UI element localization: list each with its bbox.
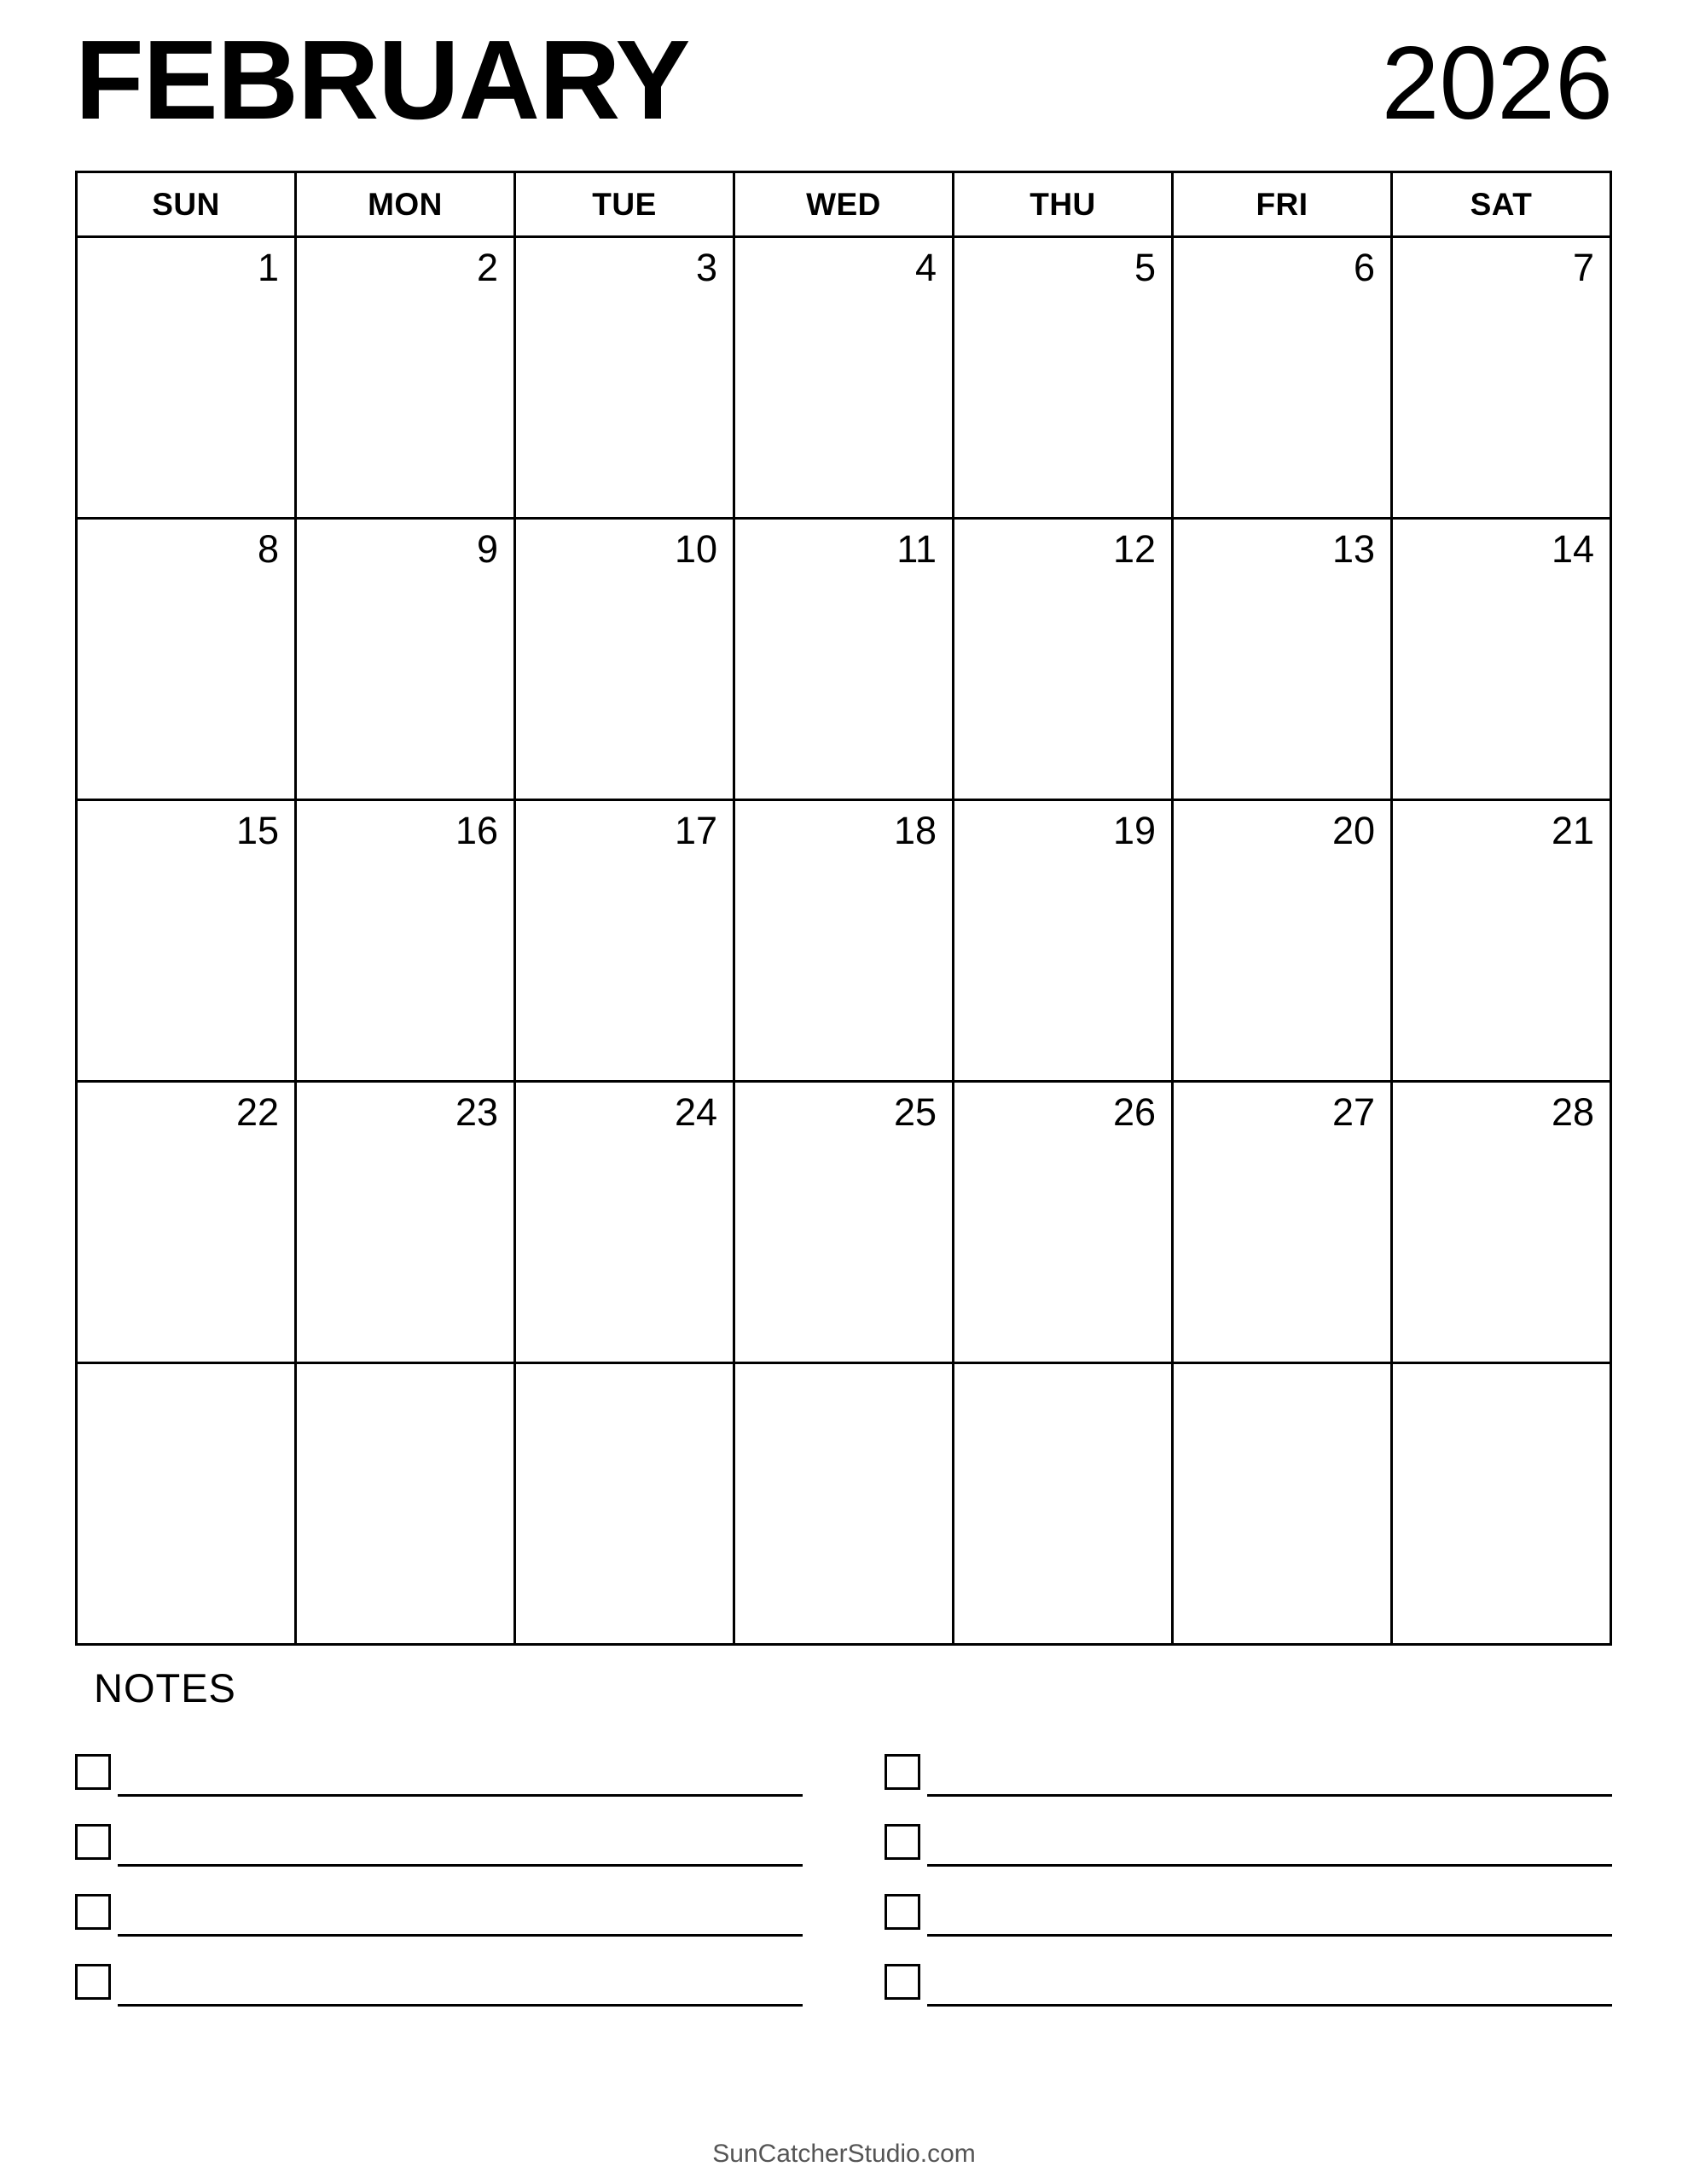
day-cell[interactable] bbox=[1393, 238, 1612, 520]
weekday-wed: WED bbox=[735, 173, 954, 238]
year-title: 2026 bbox=[1381, 25, 1613, 141]
day-number: 19 bbox=[1112, 809, 1156, 852]
day-cell[interactable] bbox=[78, 520, 297, 801]
weekday-mon: MON bbox=[297, 173, 516, 238]
day-cell[interactable] bbox=[735, 1364, 954, 1646]
day-cell[interactable] bbox=[297, 1364, 516, 1646]
day-cell[interactable] bbox=[1174, 238, 1393, 520]
checkbox-icon[interactable] bbox=[75, 1824, 111, 1860]
day-number: 2 bbox=[476, 246, 498, 289]
note-write-line[interactable] bbox=[118, 1838, 803, 1867]
day-number: 14 bbox=[1551, 527, 1594, 571]
note-write-line[interactable] bbox=[927, 1768, 1612, 1797]
day-cell[interactable] bbox=[516, 520, 735, 801]
note-write-line[interactable] bbox=[118, 1978, 803, 2007]
note-line[interactable] bbox=[75, 1867, 803, 1937]
day-number: 24 bbox=[674, 1090, 717, 1134]
month-title: FEBRUARY bbox=[75, 17, 690, 142]
note-line[interactable] bbox=[885, 1797, 1612, 1867]
day-cell[interactable] bbox=[954, 1364, 1174, 1646]
day-cell[interactable] bbox=[735, 520, 954, 801]
note-write-line[interactable] bbox=[118, 1768, 803, 1797]
checkbox-icon[interactable] bbox=[75, 1964, 111, 2000]
day-cell[interactable] bbox=[1393, 801, 1612, 1083]
calendar-grid bbox=[75, 171, 1612, 1646]
checkbox-icon[interactable] bbox=[885, 1754, 920, 1790]
day-cell[interactable] bbox=[1393, 1364, 1612, 1646]
checkbox-icon[interactable] bbox=[75, 1894, 111, 1930]
day-cell[interactable] bbox=[297, 801, 516, 1083]
day-cell[interactable] bbox=[954, 801, 1174, 1083]
day-cell[interactable] bbox=[1393, 520, 1612, 801]
day-cell[interactable] bbox=[516, 1083, 735, 1364]
day-cell[interactable] bbox=[516, 801, 735, 1083]
day-cell[interactable] bbox=[1393, 1083, 1612, 1364]
week-row bbox=[78, 238, 1612, 520]
checkbox-icon[interactable] bbox=[885, 1824, 920, 1860]
note-line[interactable] bbox=[885, 1727, 1612, 1797]
note-write-line[interactable] bbox=[927, 1908, 1612, 1937]
day-number: 7 bbox=[1572, 246, 1594, 289]
note-write-line[interactable] bbox=[118, 1908, 803, 1937]
day-cell[interactable] bbox=[297, 1083, 516, 1364]
day-number: 23 bbox=[455, 1090, 498, 1134]
note-write-line[interactable] bbox=[927, 1838, 1612, 1867]
day-number: 26 bbox=[1112, 1090, 1156, 1134]
day-number: 28 bbox=[1551, 1090, 1594, 1134]
day-cell[interactable] bbox=[954, 1083, 1174, 1364]
day-cell[interactable] bbox=[735, 238, 954, 520]
day-number: 10 bbox=[674, 527, 717, 571]
notes-columns bbox=[75, 1727, 1612, 2007]
day-number: 18 bbox=[893, 809, 937, 852]
page-title bbox=[75, 0, 1613, 171]
day-number: 4 bbox=[914, 246, 937, 289]
day-number: 16 bbox=[455, 809, 498, 852]
week-row bbox=[78, 1083, 1612, 1364]
day-number: 27 bbox=[1331, 1090, 1375, 1134]
notes-column-left bbox=[75, 1727, 803, 2007]
week-row bbox=[78, 801, 1612, 1083]
checkbox-icon[interactable] bbox=[75, 1754, 111, 1790]
day-cell[interactable] bbox=[954, 238, 1174, 520]
day-number: 5 bbox=[1134, 246, 1156, 289]
day-cell[interactable] bbox=[516, 1364, 735, 1646]
day-cell[interactable] bbox=[1174, 801, 1393, 1083]
checkbox-icon[interactable] bbox=[885, 1964, 920, 2000]
day-cell[interactable] bbox=[297, 238, 516, 520]
day-number: 21 bbox=[1551, 809, 1594, 852]
day-number: 6 bbox=[1353, 246, 1375, 289]
weekday-sun: SUN bbox=[78, 173, 297, 238]
day-cell[interactable] bbox=[1174, 1364, 1393, 1646]
day-cell[interactable] bbox=[78, 238, 297, 520]
day-cell[interactable] bbox=[1174, 1083, 1393, 1364]
day-number: 11 bbox=[896, 527, 937, 571]
day-number: 17 bbox=[674, 809, 717, 852]
day-number: 1 bbox=[257, 246, 279, 289]
notes-title: NOTES bbox=[94, 1665, 236, 1711]
note-write-line[interactable] bbox=[927, 1978, 1612, 2007]
note-line[interactable] bbox=[885, 1937, 1612, 2007]
weekday-tue: TUE bbox=[516, 173, 735, 238]
note-line[interactable] bbox=[75, 1797, 803, 1867]
weekday-thu: THU bbox=[954, 173, 1174, 238]
day-cell[interactable] bbox=[735, 801, 954, 1083]
day-number: 20 bbox=[1331, 809, 1375, 852]
note-line[interactable] bbox=[885, 1867, 1612, 1937]
note-line[interactable] bbox=[75, 1937, 803, 2007]
day-cell[interactable] bbox=[735, 1083, 954, 1364]
notes-column-right bbox=[885, 1727, 1612, 2007]
day-cell[interactable] bbox=[297, 520, 516, 801]
day-cell[interactable] bbox=[1174, 520, 1393, 801]
weekday-header-row bbox=[78, 173, 1612, 238]
day-cell[interactable] bbox=[78, 801, 297, 1083]
week-row bbox=[78, 520, 1612, 801]
day-cell[interactable] bbox=[516, 238, 735, 520]
weekday-sat: SAT bbox=[1393, 173, 1612, 238]
day-number: 15 bbox=[235, 809, 279, 852]
note-line[interactable] bbox=[75, 1727, 803, 1797]
day-number: 22 bbox=[235, 1090, 279, 1134]
day-number: 13 bbox=[1331, 527, 1375, 571]
day-cell[interactable] bbox=[954, 520, 1174, 801]
day-cell[interactable] bbox=[78, 1083, 297, 1364]
footer-credit: SunCatcherStudio.com bbox=[712, 2140, 976, 2168]
notes-section bbox=[75, 1664, 1612, 2007]
day-number: 3 bbox=[695, 246, 717, 289]
checkbox-icon[interactable] bbox=[885, 1894, 920, 1930]
weekday-fri: FRI bbox=[1174, 173, 1393, 238]
day-number: 25 bbox=[893, 1090, 937, 1134]
day-number: 8 bbox=[257, 527, 279, 571]
day-cell[interactable] bbox=[78, 1364, 297, 1646]
day-number: 9 bbox=[476, 527, 498, 571]
week-row bbox=[78, 1364, 1612, 1646]
day-number: 12 bbox=[1112, 527, 1156, 571]
